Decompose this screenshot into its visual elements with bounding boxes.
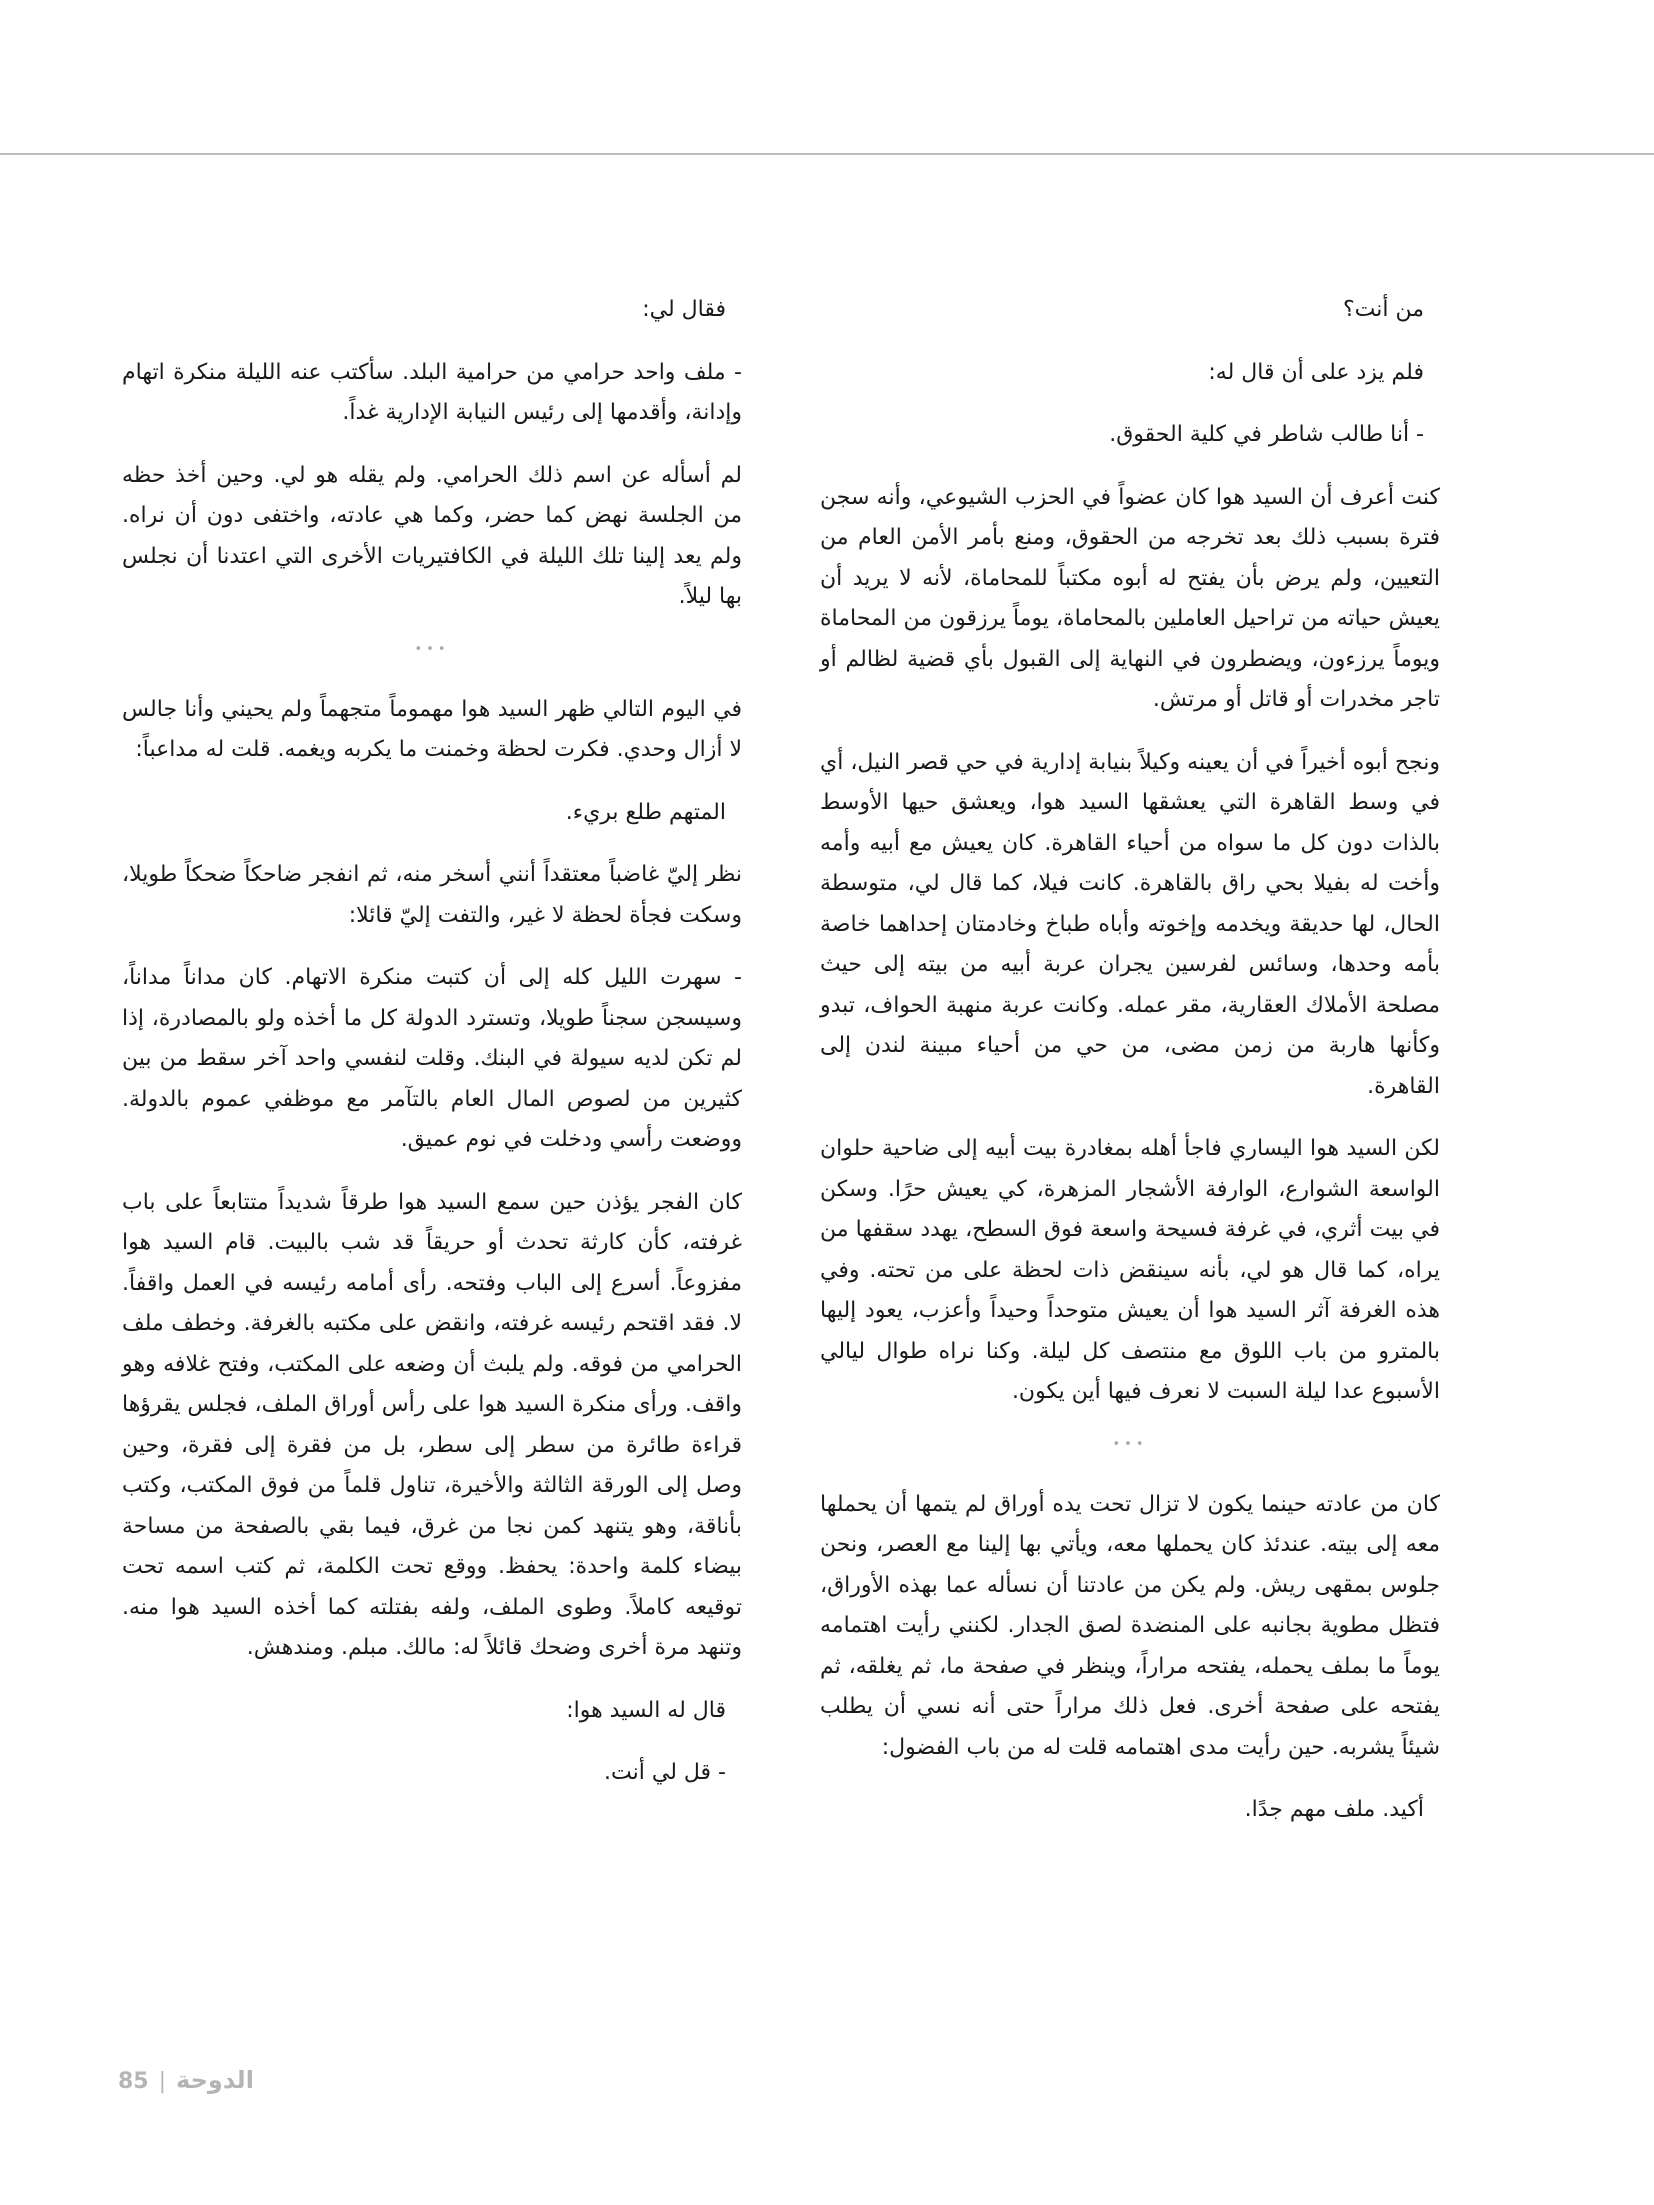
page-footer — [118, 2066, 254, 2094]
section-separator: ••• — [1112, 1436, 1148, 1452]
paragraph: من أنت؟ — [1342, 297, 1424, 322]
magazine-name: الدوحة — [176, 2066, 254, 2094]
paragraph: لم أسأله عن اسم ذلك الحرامي. ولم يقله هو لي. وحين أخذ حظه من الجلسة نهض كما حضر، وكما هي عادته، واختفى دون أن نراه. ولم يعد إلينا تلك الليلة في الكافتيريات الأخرى التي اعتدنا أن نجلس بها ليلاً. — [122, 462, 742, 609]
paragraph: - سهرت الليل كله إلى أن كتبت منكرة الاتهام. كان مداناً مداناً، وسيسجن سجناً طويلا، وتسترد الدولة كل ما أخذه ولو بالمصادرة، إذا لم تكن لديه سيولة في البنك. وقلت لنفسي واحد آخر سقط من بين كثيرين من لصوص المال العام بالتآمر مع موظفي عموم بالدولة. ووضعت رأسي ودخلت في نوم عميق. — [122, 965, 742, 1152]
paragraph: - قل لي أنت. — [604, 1760, 726, 1785]
paragraph: ونجح أبوه أخيراً في أن يعينه وكيلاً بنيابة إدارية في حي قصر النيل، أي في وسط القاهرة التي يعشقها السيد هوا، ويعشق حيها الأوسط بالذات دون كل ما سواه من أحياء القاهرة. كان يعيش مع أبيه وأمه وأخت له بفيلا بحي راق بالقاهرة. كانت فيلا، كما قال لي، متوسطة الحال، لها حديقة ويخدمه وإخوته وأباه طباخ وخادمتان إحداهما خاصة بأمه وحدها، وسائس لفرسين يجران عربة أبيه من بيته إلى حيث مصلحة الأملاك العقارية، مقر عمله. وكانت عربة منهبة الحواف، تبدو وكأنها هاربة من زمن مضى، من حي من أحياء مبينة لندن إلى القاهرة. — [820, 749, 1440, 1099]
paragraph: كان من عادته حينما يكون لا تزال تحت يده أوراق لم يتمها أن يحملها معه إلى بيته. عندئذ كان يحملها معه، ويأتي بها إلينا مع العصر، ونحن جلوس بمقهى ريش. ولم يكن من عادتنا أن نسأله عما بهذه الأوراق، فتظل مطوية بجانبه على المنضدة لصق الجدار. لكنني رأيت اهتمامه يوماً ما بملف يحمله، يفتحه مراراً، وينظر في صفحة ما، ثم يغلقه، ثم يفتحه على صفحة أخرى. فعل ذلك مراراً حتى أنه نسي أن يطلب شيئاً يشربه. حين رأيت مدى اهتمامه قلت له من باب الفضول: — [820, 1491, 1440, 1760]
paragraph: لكن السيد هوا اليساري فاجأ أهله بمغادرة بيت أبيه إلى ضاحية حلوان الواسعة الشوارع، الوارفة الأشجار المزهرة، كي يعيش حرًا. وسكن في بيت أثري، في غرفة فسيحة واسعة فوق السطح، يهدد سقفها من يراه، كما قال هو لي، بأنه سينقض ذات لحظة على من تحته. وفي هذه الغرفة آثر السيد هوا أن يعيش متوحداً وحيداً وأعزب، يعود إليها بالمترو من باب اللوق مع منتصف كل ليلة. وكنا نراه طوال ليالي الأسبوع عدا ليلة السبت لا نعرف فيها أين يكون. — [820, 1136, 1440, 1404]
left-column — [122, 290, 742, 1816]
paragraph: قال له السيد هوا: — [566, 1697, 726, 1723]
paragraph: - ملف واحد حرامي من حرامية البلد. سأكتب عنه الليلة منكرة اتهام وإدانة، وأقدمها إلى رئيس النيابة الإدارية غداً. — [122, 359, 742, 425]
section-separator: ••• — [414, 641, 450, 657]
paragraph: كنت أعرف أن السيد هوا كان عضواً في الحزب الشيوعي، وأنه سجن فترة بسبب ذلك بعد تخرجه من الحقوق، ومنع بأمر الأمن العام من التعيين، ولم يرض بأن يفتح له أبوه مكتباً للمحاماة، لأنه لا يريد أن يعيش حياته من تراحيل العاملين بالمحاماة، يوماً يرزقون من المحاماة ويوماً يرزءون، ويضطرون في النهاية إلى القبول بأي قضية لظالم أو تاجر مخدرات أو قاتل أو مرتش. — [820, 484, 1440, 712]
paragraph: المتهم طلع بريء. — [565, 799, 726, 825]
paragraph: أكيد. ملف مهم جدًا. — [1244, 1797, 1424, 1822]
footer-divider: | — [158, 2069, 167, 2094]
paragraph: كان الفجر يؤذن حين سمع السيد هوا طرقاً شديداً متتابعاً على باب غرفته، كأن كارثة تحدث أو حريقاً قد شب بالبيت. قام السيد هوا مفزوعاً. أسرع إلى الباب وفتحه. رأى أمامه رئيسه في العمل واقفاً. لا. فقد اقتحم رئيسه غرفته، وانقض على مكتبه بالغرفة. وخطف ملف الحرامي من فوقه. ولم يلبث أن وضعه على المكتب، وفتح غلافه وهو واقف. ورأى منكرة السيد هوا على رأس أوراق الملف، فجلس يقرؤها قراءة طائرة من سطر إلى سطر، بل من فقرة إلى فقرة، وحين وصل إلى الورقة الثالثة والأخيرة، تناول قلماً من فوق المكتب، وكتب بأناقة، وهو يتنهد كمن نجا من غرق، فيما بقي بالصفحة من مساحة بيضاء كلمة واحدة: يحفظ. ووقع تحت الكلمة، ثم كتب اسمه تحت توقيعه كاملاً. وطوى الملف، ولفه بفتلته كما أخذه السيد هوا منه. وتنهد مرة أخرى وضحك قائلاً له: مالك. مبلم. ومندهش. — [122, 1189, 742, 1660]
paragraph: - أنا طالب شاطر في كلية الحقوق. — [1109, 422, 1424, 447]
top-rule — [0, 153, 1654, 155]
paragraph: في اليوم التالي ظهر السيد هوا مهموماً متجهماً ولم يحيني وأنا جالس لا أزال وحدي. فكرت لحظة وخمنت ما يكربه ويغمه. قلت له مداعباً: — [122, 696, 742, 762]
paragraph: نظر إليّ غاضباً معتقداً أنني أسخر منه، ثم انفجر ضاحكاً ضحكاً طويلا، وسكت فجأة لحظة لا غير، والتفت إليّ قائلا: — [122, 862, 742, 928]
paragraph: فقال لي: — [642, 297, 726, 322]
paragraph: فلم يزد على أن قال له: — [1208, 359, 1424, 385]
right-column — [820, 290, 1440, 1853]
page-number: 85 — [118, 2069, 149, 2094]
